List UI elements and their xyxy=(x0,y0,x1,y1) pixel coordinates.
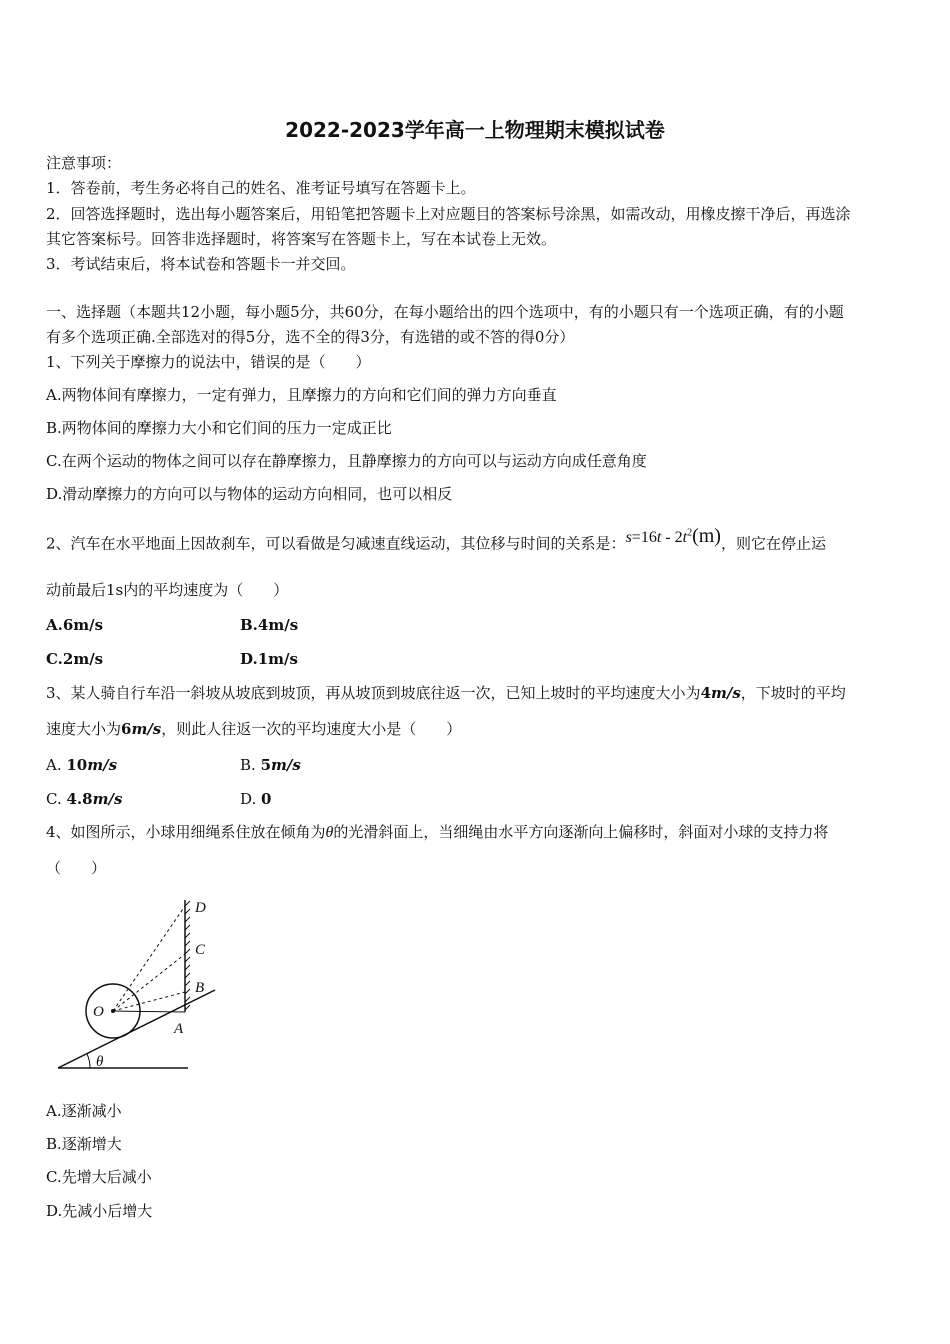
q2-stem-part-1: 2、汽车在水平地面上因故刹车，可以看做是匀减速直线运动，其位移与时间的关系是： xyxy=(46,534,626,553)
q2-formula: $s=16t - 2t^2(m)$ xyxy=(625,525,721,548)
q2-option-c: C.2m/s xyxy=(46,650,104,668)
q3-option-a: A. 10m/s xyxy=(46,756,118,774)
q2-option-b: B.4m/s xyxy=(240,616,299,634)
label-theta: θ xyxy=(96,1054,104,1070)
notice-item-3: 3．考试结束后，将本试卷和答题卡一并交回。 xyxy=(46,255,356,273)
q3-stem-line-2: 速度大小为6m/s，则此人往返一次的平均速度大小是（ ） xyxy=(46,720,462,738)
q2-stem-line-1 xyxy=(46,525,826,554)
notice-heading: 注意事项： xyxy=(46,154,122,172)
notice-item-1: 1．答卷前，考生务必将自己的姓名、准考证号填写在答题卡上。 xyxy=(46,179,476,197)
q1-stem: 1、下列关于摩擦力的说法中，错误的是（ ） xyxy=(46,353,371,371)
incline-ball-figure xyxy=(50,892,225,1077)
q4-option-b: B.逐渐增大 xyxy=(46,1135,122,1153)
q4-stem-line-2: （ ） xyxy=(46,859,107,877)
page-title: 2022-2023学年高一上物理期末模拟试卷 xyxy=(285,118,665,142)
q2-option-a: A.6m/s xyxy=(46,616,104,634)
label-a: A xyxy=(174,1021,184,1037)
q2-stem-part-2: ，则它在停止运 xyxy=(720,534,826,553)
q1-option-c: C.在两个运动的物体之间可以存在静摩擦力，且静摩擦力的方向可以与运动方向成任意角度 xyxy=(46,452,647,470)
q1-option-d: D.滑动摩擦力的方向可以与物体的运动方向相同，也可以相反 xyxy=(46,485,453,503)
q4-option-a: A.逐渐减小 xyxy=(46,1102,122,1120)
label-c: C xyxy=(195,942,206,958)
q3-option-b: B. 5m/s xyxy=(240,756,301,774)
q3-stem-line-1: 3、某人骑自行车沿一斜坡从坡底到坡顶，再从坡顶到坡底往返一次，已知上坡时的平均速度大小为4m/s，下坡时的平均 xyxy=(46,684,846,702)
q2-option-d: D.1m/s xyxy=(240,650,298,668)
label-d: D xyxy=(195,900,206,916)
q1-option-a: A.两物体间有摩擦力，一定有弹力，且摩擦力的方向和它们间的弹力方向垂直 xyxy=(46,386,557,404)
label-o: O xyxy=(93,1004,104,1020)
section-instructions-line-2: 有多个选项正确.全部选对的得5分，选不全的得3分，有选错的或不答的得0分） xyxy=(46,328,575,346)
section-instructions-line-1: 一、选择题（本题共12小题，每小题5分，共60分，在每小题给出的四个选项中，有的小题只有一个选项正确，有的小题 xyxy=(46,303,844,321)
q3-option-c: C. 4.8m/s xyxy=(46,790,123,808)
q2-stem-line-2: 动前最后1s内的平均速度为（ ） xyxy=(46,581,289,599)
q4-option-d: D.先减小后增大 xyxy=(46,1202,153,1220)
q3-option-d: D. 0 xyxy=(240,790,272,808)
notice-item-2-line-2: 其它答案标号。回答非选择题时，将答案写在答题卡上，写在本试卷上无效。 xyxy=(46,230,557,248)
q1-option-b: B.两物体间的摩擦力大小和它们间的压力一定成正比 xyxy=(46,419,392,437)
q4-option-c: C.先增大后减小 xyxy=(46,1168,152,1186)
label-b: B xyxy=(195,980,205,996)
q4-stem-line-1: 4、如图所示，小球用细绳系住放在倾角为θ的光滑斜面上，当细绳由水平方向逐渐向上偏移时，斜面对小球的支持力将 xyxy=(46,823,829,841)
notice-item-2-line-1: 2．回答选择题时，选出每小题答案后，用铅笔把答题卡上对应题目的答案标号涂黑，如需改动，用橡皮擦干净后，再选涂 xyxy=(46,205,851,223)
